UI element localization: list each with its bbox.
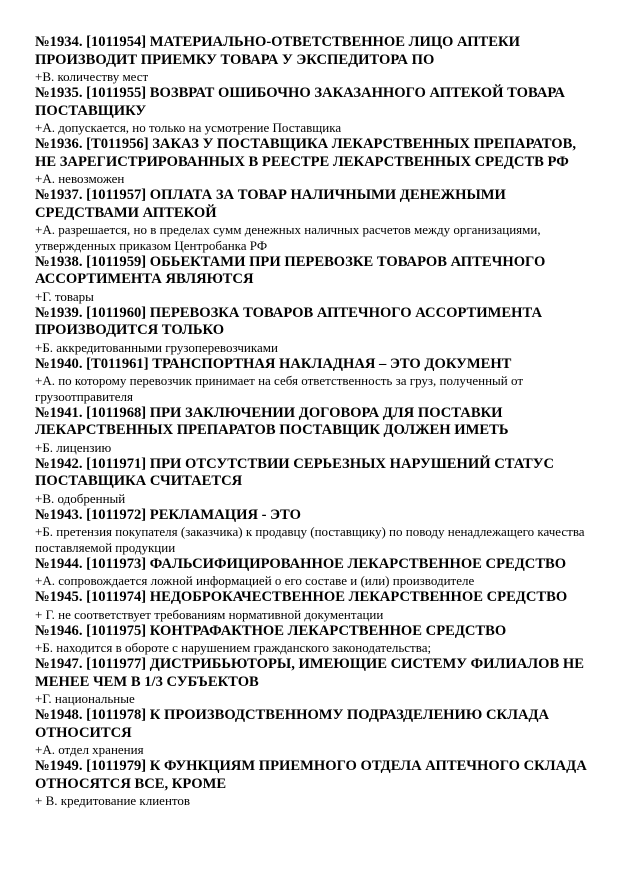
answer-text: + Г. не соответствует требованиям нормативной документации <box>35 606 384 622</box>
answer-text: +Б. лицензию <box>35 439 112 455</box>
question-block <box>35 507 595 556</box>
question-block <box>35 356 595 405</box>
question-block <box>35 254 595 305</box>
answer-text: +Г. товары <box>35 288 94 304</box>
answer-text: +Б. находится в обороте с нарушением гражданского законодательства; <box>35 640 432 655</box>
question-text: №1934. [1011954] МАТЕРИАЛЬНО-ОТВЕТСТВЕННОЕ ЛИЦО АПТЕКИ ПРОИЗВОДИТ ПРИЕМКУ ТОВАРА У ЭКСПЕДИТОРА ПО <box>35 34 520 68</box>
answer-text: +А. отдел хранения <box>35 742 144 757</box>
answer-text: + В. кредитование клиентов <box>35 793 191 808</box>
answer-text: +Б. претензия покупателя (заказчика) к продавцу (поставщику) по поводу ненадлежащего качества поставляемой продукции <box>35 524 585 555</box>
question-text: №1935. [1011955] ВОЗВРАТ ОШИБОЧНО ЗАКАЗАННОГО АПТЕКОЙ ТОВАРА ПОСТАВЩИКУ <box>35 85 565 119</box>
question-block <box>35 656 595 707</box>
question-text: №1946. [1011975] КОНТРАФАКТНОЕ ЛЕКАРСТВЕННОЕ СРЕДСТВО <box>35 622 507 639</box>
question-block <box>35 85 595 136</box>
answer-text: +Б. аккредитованными грузоперевозчиками <box>35 339 278 355</box>
question-text: №1947. [1011977] ДИСТРИБЬЮТОРЫ, ИМЕЮЩИЕ СИСТЕМУ ФИЛИАЛОВ НЕ МЕНЕЕ ЧЕМ В 1/3 СУБЪЕКТОВ <box>35 656 584 690</box>
question-block <box>35 623 595 656</box>
question-text: №1948. [1011978] К ПРОИЗВОДСТВЕННОМУ ПОДРАЗДЕЛЕНИЮ СКЛАДА ОТНОСИТСЯ <box>35 707 550 741</box>
question-block <box>35 34 595 85</box>
question-block <box>35 556 595 589</box>
question-block <box>35 707 595 758</box>
question-text: №1936. [Т011956] ЗАКАЗ У ПОСТАВЩИКА ЛЕКАРСТВЕННЫХ ПРЕПАРАТОВ, НЕ ЗАРЕГИСТРИРОВАННЫХ В РЕЕСТРЕ ЛЕКАРСТВЕННЫХ СРЕДСТВ РФ <box>35 136 577 170</box>
answer-text: +В. одобренный <box>35 490 126 506</box>
document-page <box>35 34 595 809</box>
question-block <box>35 405 595 456</box>
answer-text: +В. количеству мест <box>35 69 149 84</box>
question-text: №1949. [1011979] К ФУНКЦИЯМ ПРИЕМНОГО ОТДЕЛА АПТЕЧНОГО СКЛАДА ОТНОСЯТСЯ ВСЕ, КРОМЕ <box>35 758 587 792</box>
question-text: №1940. [Т011961] ТРАНСПОРТНАЯ НАКЛАДНАЯ – ЭТО ДОКУМЕНТ <box>35 355 512 372</box>
answer-text: +А. разрешается, но в пределах сумм денежных наличных расчетов между организациями, утвержденных приказом Центробанка РФ <box>35 222 541 253</box>
question-text: №1943. [1011972] РЕКЛАМАЦИЯ - ЭТО <box>35 506 301 523</box>
question-block <box>35 758 595 809</box>
question-text: №1937. [1011957] ОПЛАТА ЗА ТОВАР НАЛИЧНЫМИ ДЕНЕЖНЫМИ СРЕДСТВАМИ АПТЕКОЙ <box>35 187 506 221</box>
question-text: №1945. [1011974] НЕДОБРОКАЧЕСТВЕННОЕ ЛЕКАРСТВЕННОЕ СРЕДСТВО <box>35 589 568 605</box>
question-block <box>35 305 595 356</box>
question-block <box>35 187 595 253</box>
answer-text: +А. сопровождается ложной информацией о его составе и (или) производителе <box>35 573 475 588</box>
answer-text: +А. невозможен <box>35 171 125 186</box>
answer-text: +А. допускается, но только на усмотрение Поставщика <box>35 120 342 135</box>
question-text: №1941. [1011968] ПРИ ЗАКЛЮЧЕНИИ ДОГОВОРА ДЛЯ ПОСТАВКИ ЛЕКАРСТВЕННЫХ ПРЕПАРАТОВ ПОСТАВЩИК ДОЛЖЕН ИМЕТЬ <box>35 404 509 438</box>
answer-text: +Г. национальные <box>35 691 135 706</box>
question-text: №1942. [1011971] ПРИ ОТСУТСТВИИ СЕРЬЕЗНЫХ НАРУШЕНИЙ СТАТУС ПОСТАВЩИКА СЧИТАЕТСЯ <box>35 455 555 489</box>
question-block <box>35 136 595 187</box>
answer-text: +А. по которому перевозчик принимает на себя ответственность за груз, полученный от грузоотправителя <box>35 373 523 404</box>
question-text: №1938. [1011959] ОБЬЕКТАМИ ПРИ ПЕРЕВОЗКЕ ТОВАРОВ АПТЕЧНОГО АССОРТИМЕНТА ЯВЛЯЮТСЯ <box>35 253 546 287</box>
question-block <box>35 456 595 507</box>
question-block <box>35 589 595 622</box>
question-text: №1944. [1011973] ФАЛЬСИФИЦИРОВАННОЕ ЛЕКАРСТВЕННОЕ СРЕДСТВО <box>35 555 567 572</box>
question-text: №1939. [1011960] ПЕРЕВОЗКА ТОВАРОВ АПТЕЧНОГО АССОРТИМЕНТА ПРОИЗВОДИТСЯ ТОЛЬКО <box>35 304 543 338</box>
